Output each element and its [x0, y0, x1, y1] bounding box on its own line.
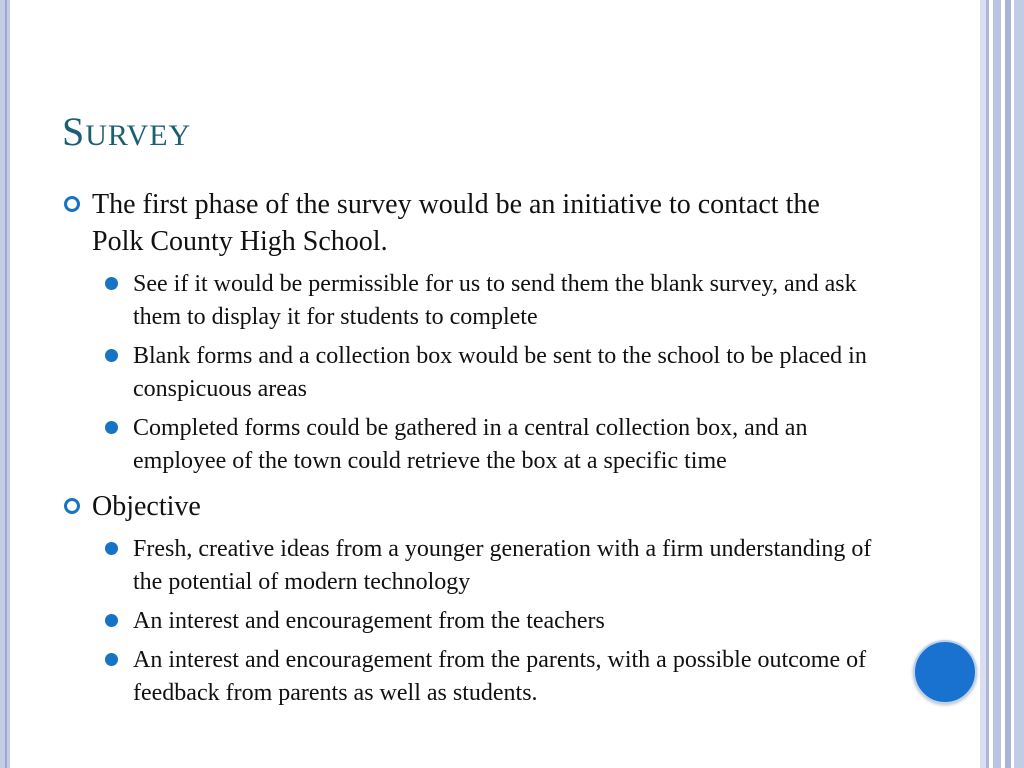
dot-bullet-icon — [105, 349, 118, 362]
right-stripe-decoration — [980, 0, 1024, 768]
bullet-text: The first phase of the survey would be an initiative to contact the Polk County High School. — [92, 189, 820, 257]
slide-title-initial: S — [62, 109, 86, 154]
bullet-text: An interest and encouragement from the parents, with a possible outcome of feedback from parents as well as students. — [133, 647, 867, 706]
bullet-level2 — [104, 412, 872, 478]
bullet-text: Fresh, creative ideas from a younger generation with a firm understanding of the potential of modern technology — [133, 536, 872, 595]
dot-bullet-icon — [105, 542, 118, 555]
bullet-text: Blank forms and a collection box would be sent to the school to be placed in conspicuous areas — [133, 343, 867, 402]
dot-bullet-icon — [105, 277, 118, 290]
bullet-text: See if it would be permissible for us to send them the blank survey, and ask them to display it for students to complete — [133, 271, 857, 330]
bullet-text: Completed forms could be gathered in a central collection box, and an employee of the town could retrieve the box at a specific time — [133, 415, 808, 474]
slide-title-rest: URVEY — [85, 119, 192, 152]
circle-button[interactable] — [913, 640, 977, 704]
bullet-text: Objective — [92, 491, 201, 522]
bullet-level2 — [104, 340, 872, 406]
slide-title — [62, 108, 191, 155]
bullet-text: An interest and encouragement from the teachers — [133, 608, 605, 634]
bullet-level2 — [104, 644, 872, 710]
ring-bullet-icon — [64, 196, 80, 212]
left-border-decoration — [0, 0, 10, 768]
bullet-level2 — [104, 268, 872, 334]
dot-bullet-icon — [105, 653, 118, 666]
bullet-level2 — [104, 533, 872, 599]
bullet-level1 — [62, 488, 872, 525]
bullet-level1 — [62, 186, 872, 260]
slide-body — [62, 186, 872, 716]
ring-bullet-icon — [64, 498, 80, 514]
dot-bullet-icon — [105, 421, 118, 434]
bullet-level2 — [104, 605, 872, 638]
dot-bullet-icon — [105, 614, 118, 627]
